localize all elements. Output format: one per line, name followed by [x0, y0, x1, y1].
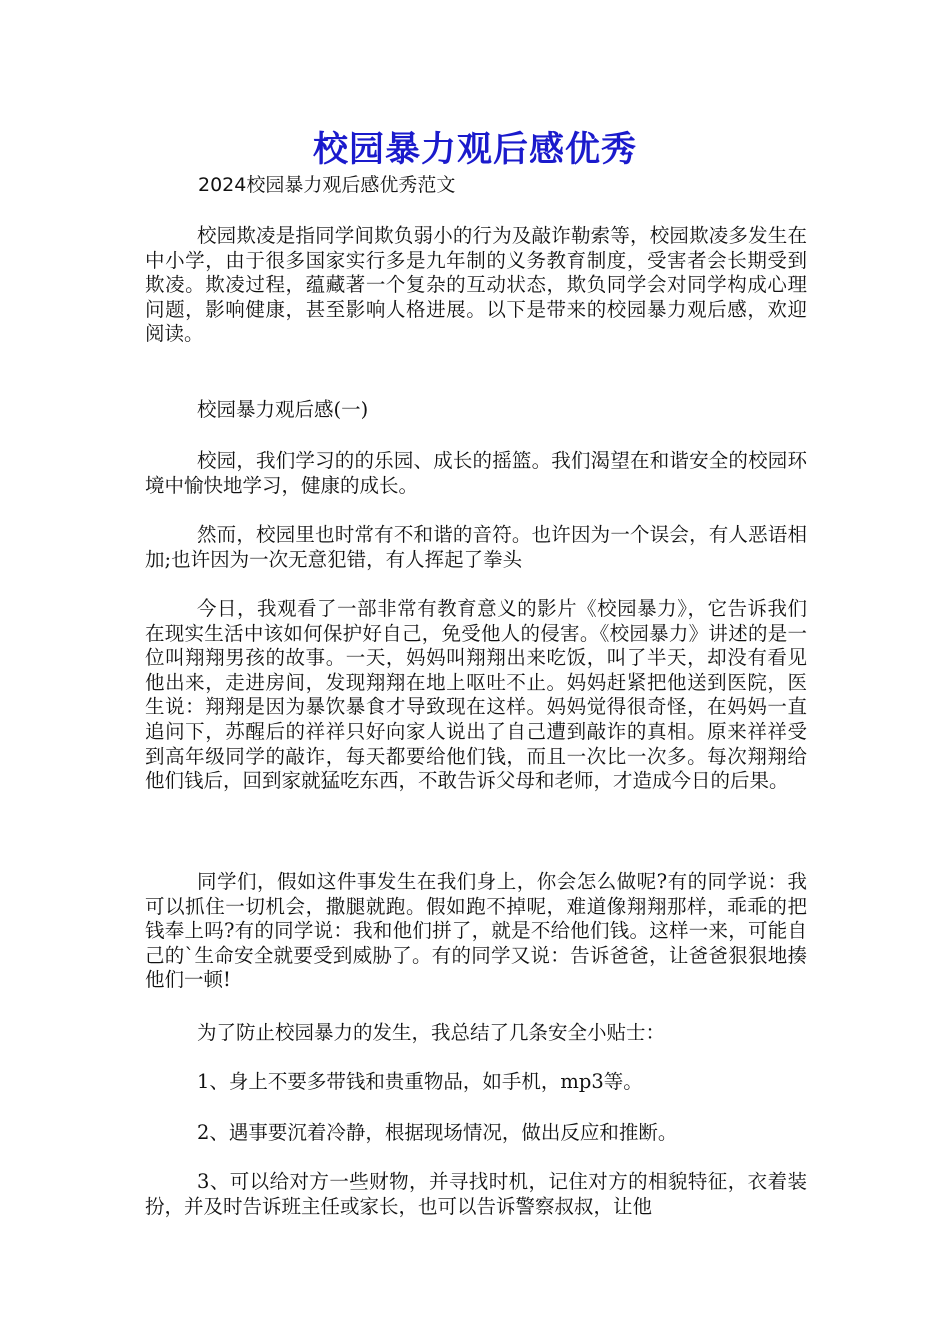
tip-item: 2、遇事要沉着冷静，根据现场情况，做出反应和推断。 [197, 1121, 678, 1144]
body-paragraph: 同学们，假如这件事发生在我们身上，你会怎么做呢?有的同学说：我可以抓住一切机会，撒腿就跑。假如跑不掉呢，难道像翔翔那样，乖乖的把钱奉上吗?有的同学说：我和他们拼了，就是不给他们钱。这样一来，可能自己的`生命安全就要受到威胁了。有的同学又说：告诉爸爸，让爸爸狠狠地揍他们一顿! [145, 870, 807, 992]
body-paragraph: 今日，我观看了一部非常有教育意义的影片《校园暴力》，它告诉我们在现实生活中该如何保护好自己，免受他人的侵害。《校园暴力》讲述的是一位叫翔翔男孩的故事。一天，妈妈叫翔翔出来吃饭，叫了半天，却没有看见他出来，走进房间，发现翔翔在地上呕吐不止。妈妈赶紧把他送到医院，医生说：翔翔是因为暴饮暴食才导致现在这样。妈妈觉得很奇怪，在妈妈一直追问下，苏醒后的祥祥只好向家人说出了自己遭到敲诈的真相。原来祥祥受到高年级同学的敲诈，每天都要给他们钱，而且一次比一次多。每次翔翔给他们钱后，回到家就猛吃东西，不敢告诉父母和老师，才造成今日的后果。 [145, 597, 807, 793]
body-paragraph: 然而，校园里也时常有不和谐的音符。也许因为一个误会，有人恶语相加;也许因为一次无意犯错，有人挥起了拳头 [145, 523, 807, 571]
body-paragraph: 校园，我们学习的的乐园、成长的摇篮。我们渴望在和谐安全的校园环境中愉快地学习，健康的成长。 [145, 449, 807, 497]
tip-item: 3、可以给对方一些财物，并寻找时机，记住对方的相貌特征，衣着装扮，并及时告诉班主任或家长，也可以告诉警察叔叔，让他 [145, 1170, 807, 1218]
intro-paragraph: 校园欺凌是指同学间欺负弱小的行为及敲诈勒索等，校园欺凌多发生在中小学，由于很多国家实行多是九年制的义务教育制度，受害者会长期受到欺凌。欺凌过程，蕴藏著一个复杂的互动状态，欺负同学会对同学构成心理问题，影响健康，甚至影响人格进展。以下是带来的校园暴力观后感，欢迎阅读。 [145, 224, 807, 346]
section-heading: 校园暴力观后感(一) [197, 398, 369, 421]
body-paragraph: 为了防止校园暴力的发生，我总结了几条安全小贴士： [197, 1021, 666, 1044]
document-subtitle: 2024校园暴力观后感优秀范文 [198, 174, 456, 196]
document-title: 校园暴力观后感优秀 [312, 129, 637, 170]
tip-item: 1、身上不要多带钱和贵重物品，如手机，mp3等。 [197, 1070, 643, 1093]
